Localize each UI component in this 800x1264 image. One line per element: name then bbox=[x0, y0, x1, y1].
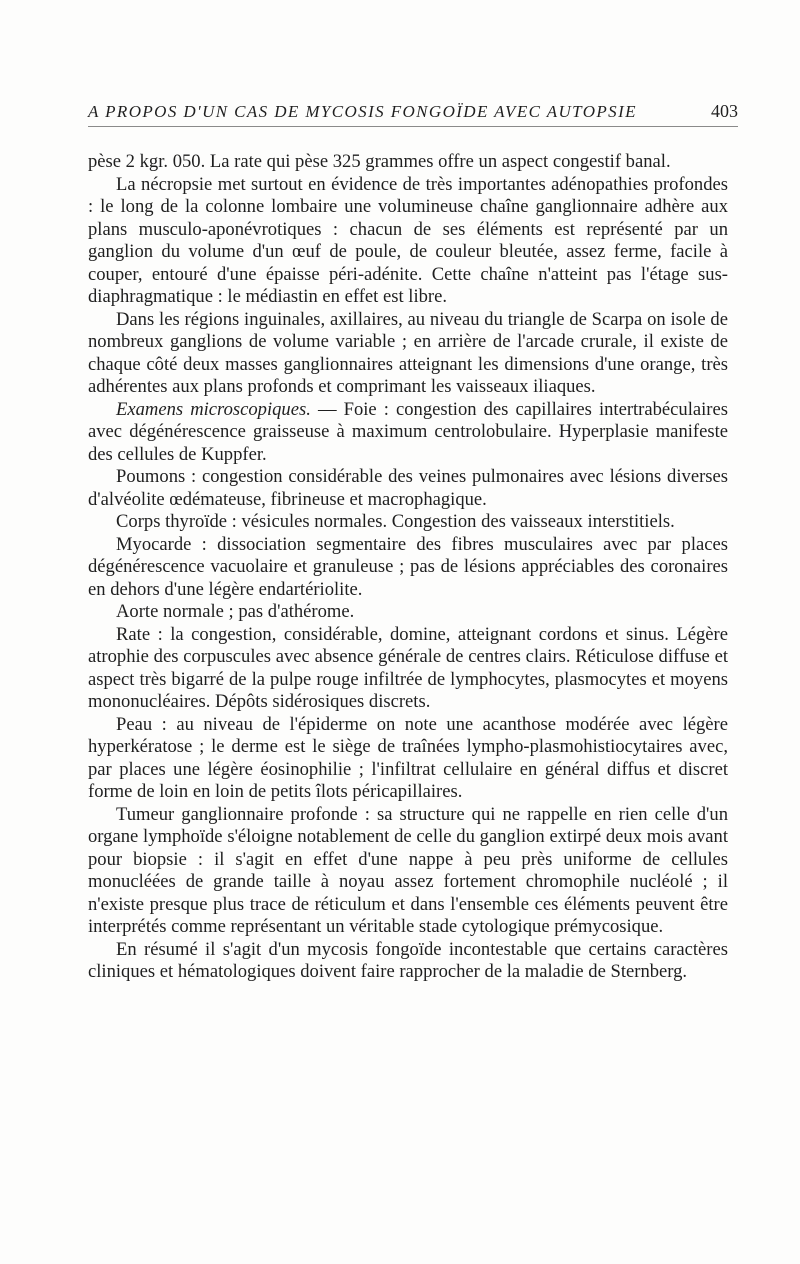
paragraph-3 bbox=[88, 309, 728, 399]
paragraph-text: Myocarde : dissociation segmentaire des fibres musculaires avec par places dégénérescence vacuolaire et granuleuse ; pas de lésions appréciables des coronaires en dehors d'une légère endartériolite. bbox=[88, 533, 728, 600]
paragraph-7 bbox=[88, 534, 728, 602]
paragraph-text: La nécropsie met surtout en évidence de très importantes adénopathies profondes : le long de la colonne lombaire une volumineuse chaîne ganglionnaire adhère aux plans musculo-aponévrotiques : chacun de ses éléments est représenté par un ganglion du volume d'un œuf de poule, de couleur bleutée, assez ferme, facile à couper, entouré d'une épaisse péri-adénite. Cette chaîne n'atteint pas l'étage sus-diaphragmatique : le médiastin en effet est libre. bbox=[88, 173, 728, 307]
paragraph-8 bbox=[88, 601, 728, 624]
section-heading: Examens microscopiques. bbox=[116, 398, 311, 420]
paragraph-text: Corps thyroïde : vésicules normales. Congestion des vaisseaux interstitiels. bbox=[116, 511, 675, 532]
running-header bbox=[88, 100, 738, 127]
paragraph-2 bbox=[88, 174, 728, 309]
page-number: 403 bbox=[711, 101, 738, 121]
running-title: A PROPOS D'UN CAS DE MYCOSIS FONGOÏDE AVEC AUTOPSIE bbox=[88, 102, 637, 121]
paragraph-text: En résumé il s'agit d'un mycosis fongoïde incontestable que certains caractères cliniques et hématologiques doivent faire rapprocher de la maladie de Sternberg. bbox=[88, 938, 728, 982]
paragraph-5 bbox=[88, 466, 728, 511]
paragraph-text: Poumons : congestion considérable des veines pulmonaires avec lésions diverses d'alvéolite œdémateuse, fibrineuse et macrophagique. bbox=[88, 466, 728, 510]
paragraph-text: Peau : au niveau de l'épiderme on note une acanthose modérée avec légère hyperkératose ; le derme est le siège de traînées lympho-plasmohistiocytaires avec, par places une légère éosinophilie ; l'infiltrat cellulaire en général diffus et discret forme de loin en loin de petits îlots péricapillaires. bbox=[88, 713, 728, 802]
paragraph-text: Tumeur ganglionnaire profonde : sa structure qui ne rappelle en rien celle d'un organe lymphoïde s'éloigne notablement de celle du ganglion extirpé deux mois avant pour biopsie : il s'agit en effet d'une nappe à peu près uniforme de cellules monucléées de grande taille à noyau assez fortement chromophile nucléolé ; il n'existe presque plus trace de réticulum et dans l'ensemble ces éléments peuvent être interprétés comme représentant un véritable stade cytologique prémycosique. bbox=[88, 803, 728, 937]
paragraph-9 bbox=[88, 624, 728, 714]
paragraph-4 bbox=[88, 399, 728, 467]
paragraph-6 bbox=[88, 511, 728, 534]
paragraph-11 bbox=[88, 804, 728, 939]
body-text bbox=[88, 151, 728, 984]
paragraph-text: pèse 2 kgr. 050. La rate qui pèse 325 grammes offre un aspect congestif banal. bbox=[88, 151, 671, 172]
paragraph-text: Aorte normale ; pas d'athérome. bbox=[116, 601, 355, 622]
paragraph-text: Rate : la congestion, considérable, domine, atteignant cordons et sinus. Légère atrophie des corpuscules avec absence générale de centres clairs. Réticulose diffuse et aspect très bigarré de la pulpe rouge infiltrée de lymphocytes, plasmocytes et moyens mononucléaires. Dépôts sidérosiques discrets. bbox=[88, 623, 728, 712]
paragraph-text: — Foie : congestion des capillaires intertrabéculaires avec dégénérescence graisseuse à maximum centrolobulaire. Hyperplasie manifeste des cellules de Kuppfer. bbox=[88, 398, 728, 465]
paragraph-1 bbox=[88, 151, 728, 174]
paragraph-12 bbox=[88, 939, 728, 984]
paragraph-text: Dans les régions inguinales, axillaires, au niveau du triangle de Scarpa on isole de nombreux ganglions de volume variable ; en arrière de l'arcade crurale, il existe de chaque côté deux masses ganglionnaires atteignant les dimensions d'une orange, très adhérentes aux plans profonds et comprimant les vaisseaux iliaques. bbox=[88, 308, 728, 397]
paragraph-10 bbox=[88, 714, 728, 804]
